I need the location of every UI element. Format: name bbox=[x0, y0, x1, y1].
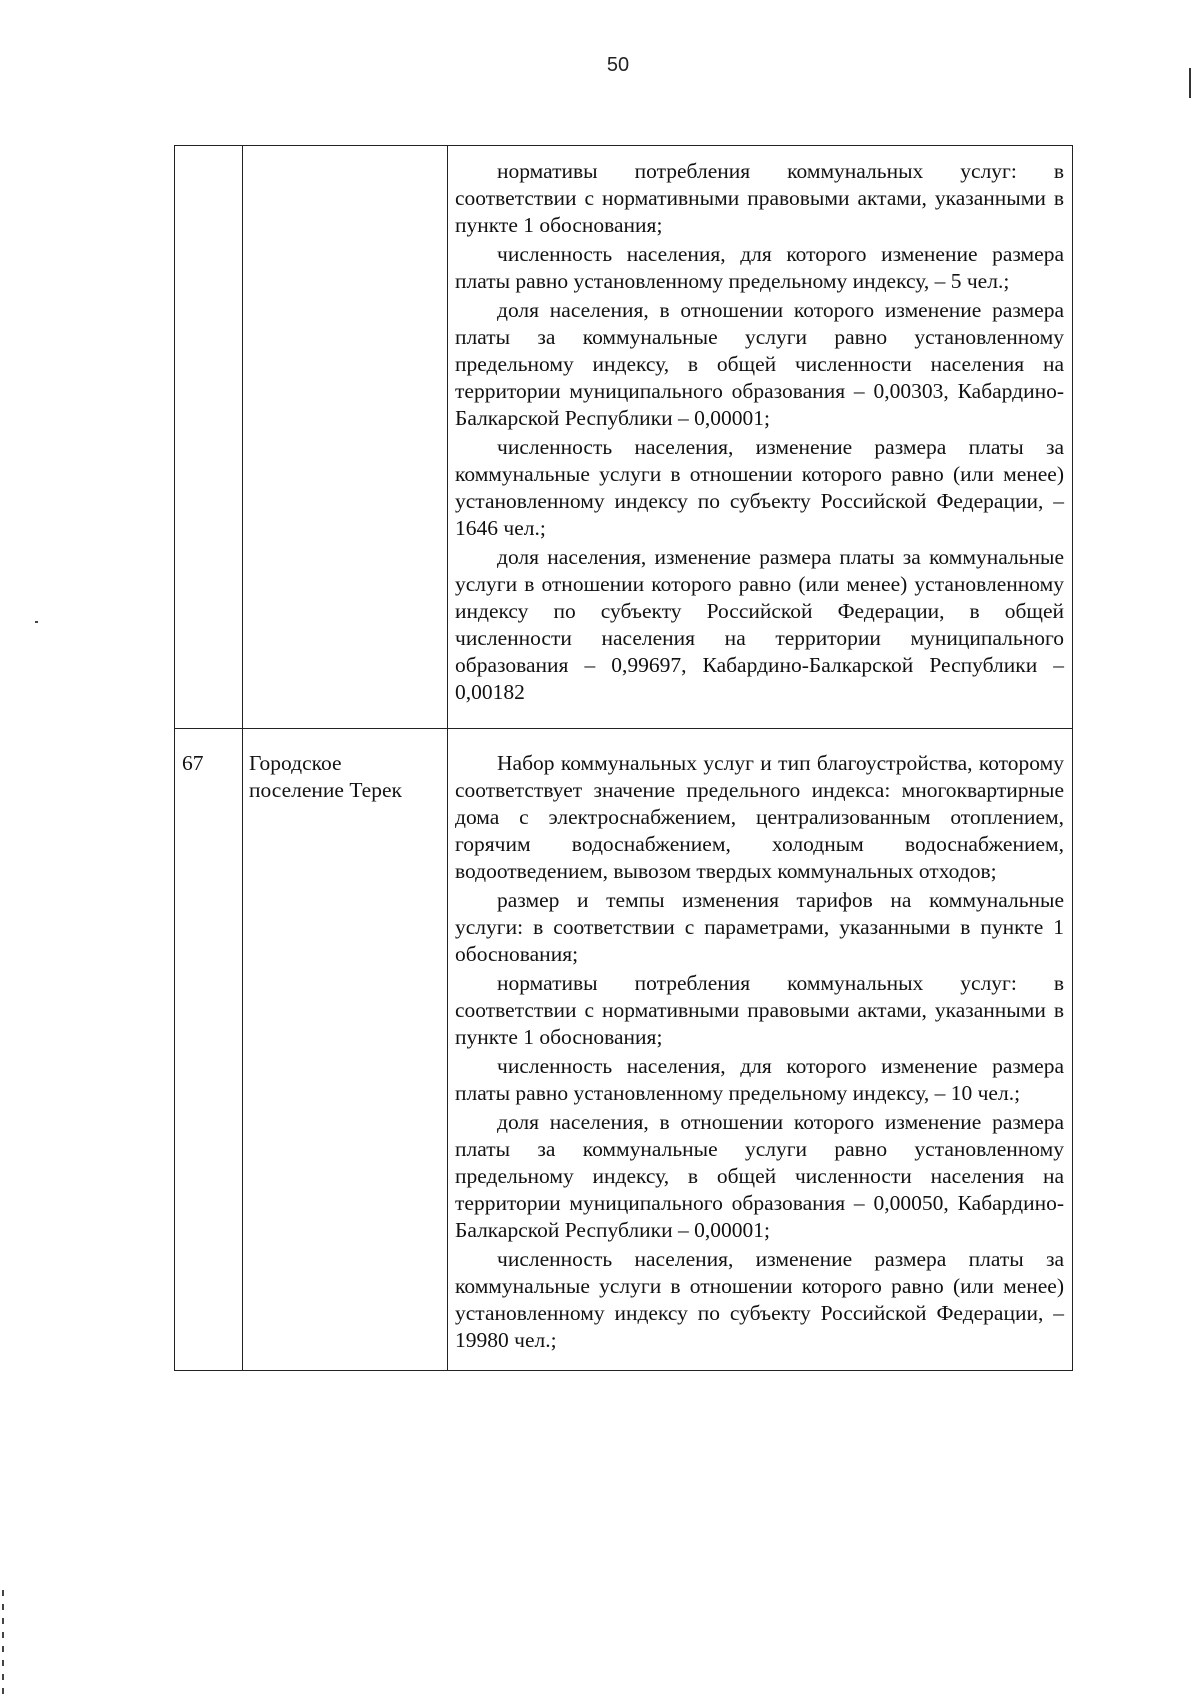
municipality-name-cell bbox=[243, 146, 448, 729]
municipality-name-cell: Городское поселение Терек bbox=[243, 729, 448, 1371]
paragraph: доля населения, в отношении которого изменение размера платы за коммунальные услуги равно установленному предельному индексу, в общей численности населения на территории муниципального образования – 0,00050, Кабардино-Балкарской Республики – 0,00001; bbox=[455, 1110, 1064, 1242]
description-cell bbox=[448, 729, 1073, 1371]
paragraph: численность населения, для которого изменение размера платы равно установленному предельному индексу, – 10 чел.; bbox=[455, 1054, 1064, 1105]
paragraph: численность населения, изменение размера платы за коммунальные услуги в отношении которого равно (или менее) установленному индексу по субъекту Российской Федерации, – 19980 чел.; bbox=[455, 1247, 1064, 1352]
paragraph: доля населения, в отношении которого изменение размера платы за коммунальные услуги равно установленному предельному индексу, в общей численности населения на территории муниципального образования – 0,00303, Кабардино-Балкарской Республики – 0,00001; bbox=[455, 298, 1064, 430]
page-number: 50 bbox=[606, 54, 630, 76]
paragraph: численность населения, для которого изменение размера платы равно установленному предельному индексу, – 5 чел.; bbox=[455, 242, 1064, 293]
scan-margin-mark bbox=[1189, 68, 1191, 98]
paragraph: размер и темпы изменения тарифов на коммунальные услуги: в соответствии с параметрами, указанными в пункте 1 обоснования; bbox=[455, 888, 1064, 966]
table-row bbox=[175, 729, 1073, 1371]
paragraph: Набор коммунальных услуг и тип благоустройства, которому соответствует значение предельного индекса: многоквартирные дома с электроснабжением, централизованным отоплением, горячим водоснабжением, холодным водоснабжением, водоотведением, вывозом твердых коммунальных отходов; bbox=[455, 751, 1064, 883]
row-number-cell bbox=[175, 146, 243, 729]
paragraph: численность населения, изменение размера платы за коммунальные услуги в отношении которого равно (или менее) установленному индексу по субъекту Российской Федерации, – 1646 чел.; bbox=[455, 435, 1064, 540]
justification-table bbox=[174, 145, 1073, 1371]
scan-artifact-dot bbox=[35, 621, 38, 623]
paragraph: нормативы потребления коммунальных услуг: в соответствии с нормативными правовыми актами, указанными в пункте 1 обоснования; bbox=[455, 159, 1064, 237]
scan-margin-dashes bbox=[2, 1590, 4, 1695]
table-row bbox=[175, 146, 1073, 729]
paragraph: доля населения, изменение размера платы за коммунальные услуги в отношении которого равно (или менее) установленному индексу по субъекту Российской Федерации, в общей численности населения на территории муниципального образования – 0,99697, Кабардино-Балкарской Республики – 0,00182 bbox=[455, 545, 1064, 704]
paragraph: нормативы потребления коммунальных услуг: в соответствии с нормативными правовыми актами, указанными в пункте 1 обоснования; bbox=[455, 971, 1064, 1049]
description-cell bbox=[448, 146, 1073, 729]
row-number-cell: 67 bbox=[175, 729, 243, 1371]
